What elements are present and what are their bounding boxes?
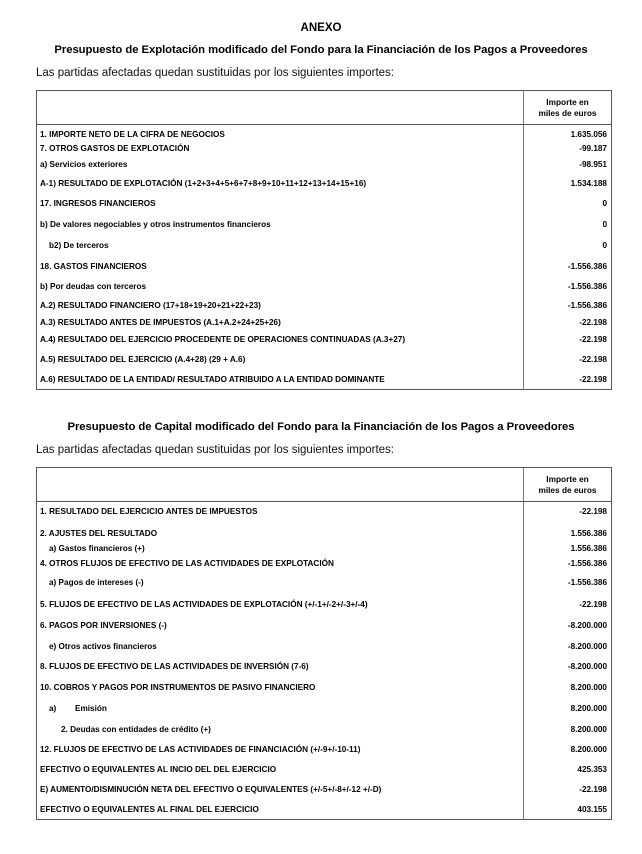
row-value: -22.198: [524, 330, 612, 350]
table-row: [37, 760, 612, 780]
capital-table: [36, 467, 612, 820]
table-row: [37, 173, 612, 194]
table-header-row: [37, 91, 612, 125]
explotacion-intro: Las partidas afectadas quedan sustituidas por los siguientes importes:: [36, 67, 394, 79]
table-row: [37, 194, 612, 214]
row-value: 8.200.000: [524, 719, 612, 740]
row-value: -1.556.386: [524, 572, 612, 594]
amount-header-line2: miles de euros: [538, 484, 597, 495]
row-label: 10. COBROS Y PAGOS POR INSTRUMENTOS DE PASIVO FINANCIERO: [40, 682, 316, 692]
table-row: [37, 297, 612, 315]
row-label: 6. PAGOS POR INVERSIONES (-): [40, 620, 167, 630]
row-label: A.5) RESULTADO DEL EJERCICIO (A.4+28) (29 + A.6): [40, 355, 246, 364]
row-value: 0: [524, 235, 612, 256]
row-value: -1.556.386: [524, 556, 612, 572]
row-label: A.4) RESULTADO DEL EJERCICIO PROCEDENTE DE OPERACIONES CONTINUADAS (A.3+27): [40, 335, 406, 344]
row-label: b) Por deudas con terceros: [40, 282, 147, 291]
row-value: -22.198: [524, 370, 612, 390]
row-label: E) AUMENTO/DISMINUCIÓN NETA DEL EFECTIVO O EQUIVALENTES (+/-5+/-8+/-12 +/-D): [40, 785, 382, 794]
row-label: A-1) RESULTADO DE EXPLOTACIÓN (1+2+3+4+5+6+7+8+9+10+11+12+13+14+15+16): [40, 178, 367, 188]
table-row: [37, 256, 612, 277]
row-label: 12. FLUJOS DE EFECTIVO DE LAS ACTIVIDADES DE FINANCIACIÓN (+/-9+/-10-11): [40, 745, 361, 754]
row-value: 8.200.000: [524, 698, 612, 719]
row-label: 5. FLUJOS DE EFECTIVO DE LAS ACTIVIDADES DE EXPLOTACIÓN (+/-1+/-2+/-3+/-4): [40, 599, 368, 609]
row-value: 0: [524, 194, 612, 214]
row-value: 8.200.000: [524, 740, 612, 760]
row-label: 2. AJUSTES DEL RESULTADO: [40, 529, 158, 538]
table-row: [37, 740, 612, 760]
table-row: [37, 615, 612, 636]
row-value: 0: [524, 214, 612, 235]
row-label: a) Servicios exteriores: [40, 160, 128, 169]
row-label: 2. Deudas con entidades de crédito (+): [61, 724, 211, 734]
table-row: [37, 780, 612, 800]
table-row: [37, 315, 612, 330]
table-row: [37, 572, 612, 594]
emision-label: Emisión: [75, 703, 107, 713]
row-label: 7. OTROS GASTOS DE EXPLOTACIÓN: [40, 144, 190, 153]
row-label: e) Otros activos financieros: [49, 641, 157, 651]
explotacion-table: [36, 90, 612, 390]
row-value: -22.198: [524, 594, 612, 615]
table-row: [37, 594, 612, 615]
row-value: -98.951: [524, 157, 612, 173]
row-value: -1.556.386: [524, 256, 612, 277]
row-value: -22.198: [524, 315, 612, 330]
row-value: -8.200.000: [524, 657, 612, 677]
row-label: [37, 698, 524, 719]
anexo-heading: ANEXO: [300, 22, 342, 34]
row-value: -8.200.000: [524, 636, 612, 657]
row-value: 425.353: [524, 760, 612, 780]
table-row: [37, 141, 612, 157]
table-row: [37, 556, 612, 572]
row-label: A.2) RESULTADO FINANCIERO (17+18+19+20+21+22+23): [40, 301, 261, 310]
table-row: [37, 214, 612, 235]
amount-header-line1: Importe en: [546, 96, 589, 107]
capital-intro: Las partidas afectadas quedan sustituidas por los siguientes importes:: [36, 444, 394, 456]
amount-column-header: [524, 91, 612, 125]
row-value: -22.198: [524, 350, 612, 370]
row-label: 1. RESULTADO DEL EJERCICIO ANTES DE IMPUESTOS: [40, 506, 258, 516]
label-column-header: [37, 91, 524, 125]
table-row: [37, 636, 612, 657]
row-label: a) Gastos financieros (+): [49, 544, 145, 553]
row-label: 8. FLUJOS DE EFECTIVO DE LAS ACTIVIDADES DE INVERSIÓN (7-6): [40, 662, 309, 671]
table-row: [37, 125, 612, 141]
table-row: [37, 677, 612, 698]
row-label: b) De valores negociables y otros instrumentos financieros: [40, 219, 271, 229]
table-row: [37, 157, 612, 173]
row-label: A.6) RESULTADO DE LA ENTIDAD/ RESULTADO ATRIBUIDO A LA ENTIDAD DOMINANTE: [40, 374, 385, 384]
emision-prefix: a): [49, 703, 57, 713]
row-label: 18. GASTOS FINANCIEROS: [40, 261, 147, 271]
table-row: [37, 277, 612, 297]
table-row: [37, 502, 612, 521]
row-value: 403.155: [524, 800, 612, 820]
row-value: -1.556.386: [524, 277, 612, 297]
row-value: -22.198: [524, 502, 612, 521]
row-value: -99.187: [524, 141, 612, 157]
amount-header-line2: miles de euros: [538, 107, 597, 118]
table-row: [37, 521, 612, 542]
row-value: 1.635.056: [524, 125, 612, 141]
table-row: [37, 350, 612, 370]
row-value: 1.556.386: [524, 521, 612, 542]
capital-title: Presupuesto de Capital modificado del Fondo para la Financiación de los Pagos a Proveedores: [67, 421, 575, 433]
explotacion-title: Presupuesto de Explotación modificado del Fondo para la Financiación de los Pagos a Proveedores: [54, 44, 588, 56]
label-column-header: [37, 468, 524, 502]
amount-header-line1: Importe en: [546, 473, 589, 484]
row-label: b2) De terceros: [49, 240, 109, 250]
row-label: a) Pagos de intereses (-): [49, 578, 144, 587]
table-row: [37, 370, 612, 390]
row-value: 1.534.188: [524, 173, 612, 194]
table-row: [37, 698, 612, 719]
amount-column-header: [524, 468, 612, 502]
table-header-row: [37, 468, 612, 502]
row-label: 1. IMPORTE NETO DE LA CIFRA DE NEGOCIOS: [40, 129, 225, 139]
table-row: [37, 330, 612, 350]
row-value: -22.198: [524, 780, 612, 800]
row-label: 4. OTROS FLUJOS DE EFECTIVO DE LAS ACTIVIDADES DE EXPLOTACIÓN: [40, 559, 334, 568]
row-label: EFECTIVO O EQUIVALENTES AL INCIO DEL DEL EJERCICIO: [40, 765, 277, 774]
row-label: 17. INGRESOS FINANCIEROS: [40, 199, 156, 208]
row-value: 1.556.386: [524, 542, 612, 556]
row-value: 8.200.000: [524, 677, 612, 698]
row-label: A.3) RESULTADO ANTES DE IMPUESTOS (A.1+A.2+24+25+26): [40, 317, 281, 327]
row-value: -1.556.386: [524, 297, 612, 315]
table-row: [37, 542, 612, 556]
row-label: EFECTIVO O EQUIVALENTES AL FINAL DEL EJERCICIO: [40, 804, 259, 814]
table-row: [37, 657, 612, 677]
table-row: [37, 800, 612, 820]
row-value: -8.200.000: [524, 615, 612, 636]
table-row: [37, 719, 612, 740]
table-row: [37, 235, 612, 256]
